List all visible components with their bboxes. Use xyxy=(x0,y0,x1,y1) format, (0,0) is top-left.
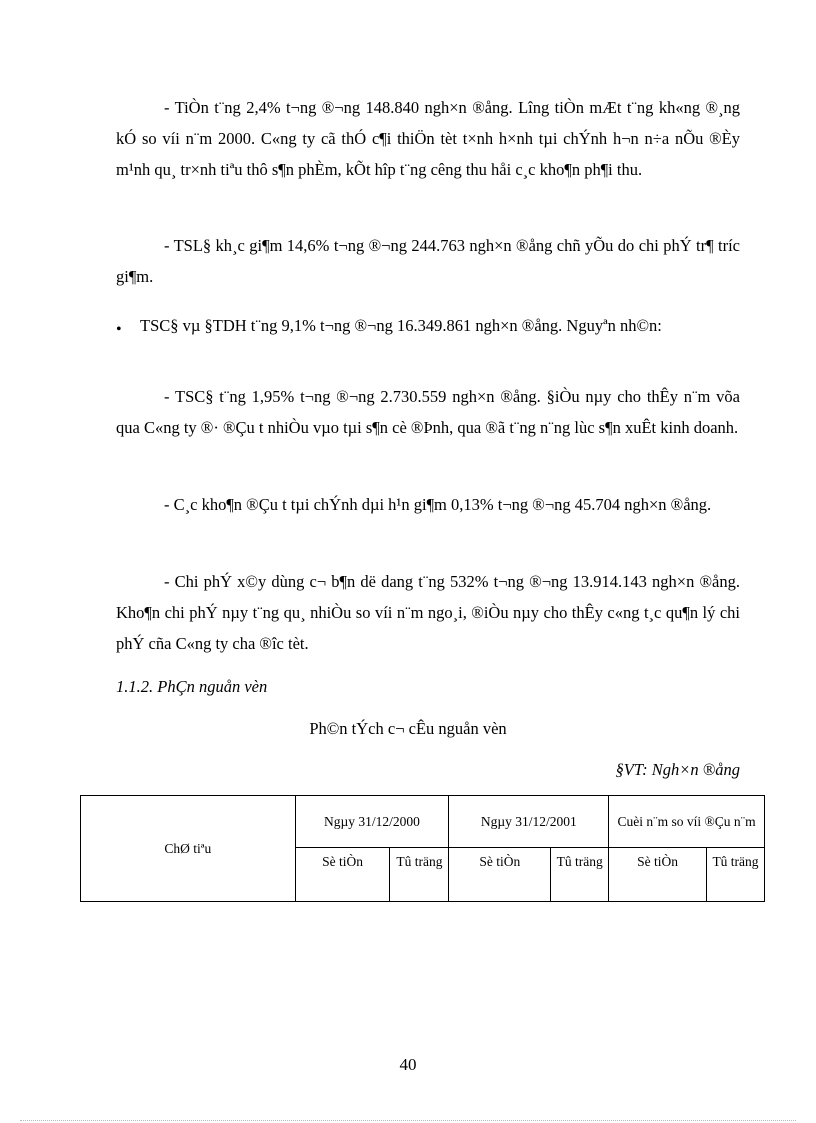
group-header-2000: Ngµy 31/12/2000 xyxy=(295,796,449,848)
section-heading: 1.1.2. PhÇn nguån vèn xyxy=(116,677,268,696)
subheader-ratio: Tû träng xyxy=(551,848,609,902)
subheader-ratio: Tû träng xyxy=(707,848,765,902)
subheader-amount: Sè tiÒn xyxy=(295,848,390,902)
paragraph-fixed-assets-summary: TSC§ vµ §TDH t¨ng 9,1% t¬ng ®¬ng 16.349.861 ngh×n ®ång. Nguyªn nh©n: xyxy=(140,316,662,335)
paragraph-long-term-investments: - C¸c kho¶n ®Çu t tµi chÝnh dµi h¹n gi¶m 0,13% t¬ng ®¬ng 45.704 ngh×n ®ång. xyxy=(164,495,712,514)
table-caption: Ph©n tÝch c¬ cÊu nguån vèn xyxy=(309,719,507,738)
paragraph-cash: - TiÒn t¨ng 2,4% t¬ng ®¬ng 148.840 ngh×n ®ång. Lîng tiÒn mÆt t¨ng kh«ng ®¸ng kÓ so víi n¨m 2000. C«ng ty cã thÓ c¶i thiÖn tèt t×nh h×nh tµi chÝnh h¬n n÷a nÕu ®Èy m¹nh qu¸ tr×nh tiªu thô s¶n phÈm, kÕt hîp t¨ng cêng thu håi c¸c kho¶n ph¶i thu. xyxy=(116,98,740,179)
paragraph-other-current-assets: - TSL§ kh¸c gi¶m 14,6% t¬ng ®¬ng 244.763 ngh×n ®ång chñ yÕu do chi phÝ tr¶ tríc gi¶m. xyxy=(116,236,740,286)
paragraph-fixed-assets: - TSC§ t¨ng 1,95% t¬ng ®¬ng 2.730.559 ngh×n ®ång. §iÒu nµy cho thÊy n¨m võa qua C«ng ty ®· ®Çu t nhiÒu vµo tµi s¶n cè ®Þnh, qua ®ã t¨ng n¨ng lùc s¶n xuÊt kinh doanh. xyxy=(116,387,740,437)
subheader-amount: Sè tiÒn xyxy=(609,848,707,902)
page-number: 40 xyxy=(399,1055,417,1074)
group-header-change: Cuèi n¨m so víi ®Çu n¨m xyxy=(609,796,765,848)
subheader-ratio: Tû träng xyxy=(390,848,449,902)
unit-note: §VT: Ngh×n ®ång xyxy=(615,760,740,779)
group-header-2001: Ngµy 31/12/2001 xyxy=(449,796,609,848)
bullet-marker: • xyxy=(116,321,122,338)
paragraph-construction-costs: - Chi phÝ x©y dùng c¬ b¶n dë dang t¨ng 532% t¬ng ®¬ng 13.914.143 ngh×n ®ång. Kho¶n chi phÝ nµy t¨ng qu¸ nhiÒu so víi n¨m ngo¸i, ®iÒu nµy cho thÊy c«ng t¸c qu¶n lý chi phÝ cña C«ng ty cha ®îc tèt. xyxy=(116,572,740,653)
subheader-amount: Sè tiÒn xyxy=(449,848,551,902)
row-header-cell: ChØ tiªu xyxy=(81,796,296,902)
page-divider xyxy=(20,1120,796,1121)
capital-structure-table xyxy=(80,795,765,902)
